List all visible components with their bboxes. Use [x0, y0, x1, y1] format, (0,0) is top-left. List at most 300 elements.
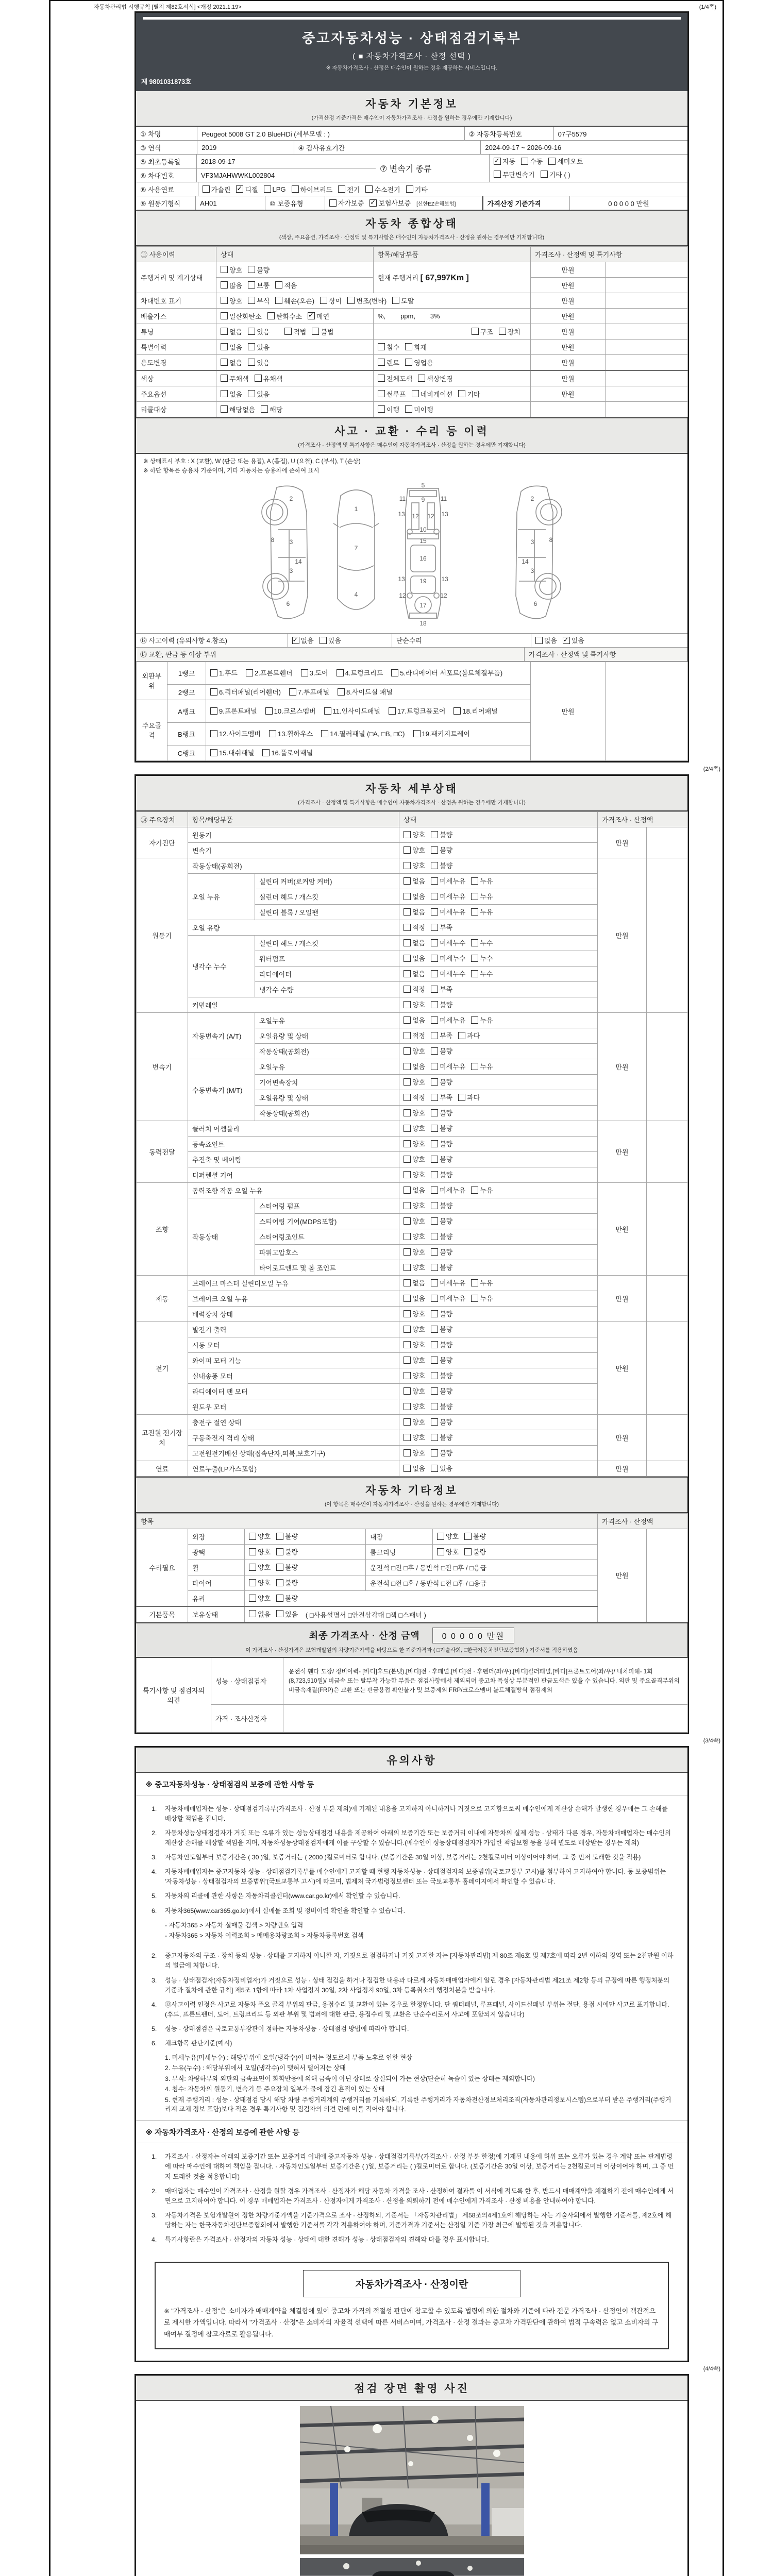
checkbox-option[interactable] [378, 374, 412, 383]
checkbox[interactable] [404, 1016, 411, 1024]
checkbox[interactable] [369, 199, 377, 207]
checkbox-option[interactable] [221, 311, 262, 321]
checkbox-option[interactable] [404, 860, 425, 870]
checkbox[interactable] [406, 185, 413, 193]
checkbox-option[interactable] [471, 1293, 493, 1303]
checkbox[interactable] [275, 297, 282, 304]
checkbox[interactable] [404, 1032, 411, 1039]
checkbox-option[interactable] [248, 327, 270, 336]
checkbox[interactable] [221, 281, 228, 289]
checkbox-option[interactable] [404, 953, 425, 963]
checkbox-option[interactable] [246, 668, 293, 677]
checkbox[interactable] [431, 1109, 438, 1116]
checkbox[interactable] [249, 1579, 256, 1586]
checkbox[interactable] [210, 669, 217, 676]
checkbox-option[interactable] [431, 845, 452, 855]
checkbox[interactable] [404, 862, 411, 869]
checkbox[interactable] [404, 970, 411, 977]
checkbox[interactable] [276, 1610, 283, 1617]
checkbox-option[interactable] [292, 635, 314, 645]
checkbox[interactable] [255, 375, 262, 382]
checkbox-option[interactable] [499, 327, 520, 336]
checkbox-option[interactable] [249, 1593, 271, 1603]
checkbox[interactable] [276, 1579, 283, 1586]
checkbox-option[interactable] [431, 1061, 465, 1071]
checkbox[interactable] [464, 1533, 472, 1540]
checkbox-option[interactable] [210, 728, 261, 738]
checkbox-option[interactable] [324, 706, 380, 716]
checkbox[interactable] [472, 328, 479, 335]
checkbox-option[interactable] [404, 922, 425, 932]
checkbox-option[interactable] [471, 876, 493, 886]
checkbox-option[interactable] [365, 184, 400, 194]
checkbox[interactable] [431, 1326, 438, 1333]
checkbox-option[interactable] [431, 1123, 452, 1133]
checkbox-option[interactable] [541, 170, 570, 179]
checkbox[interactable] [431, 1156, 438, 1163]
checkbox-option[interactable] [249, 1562, 271, 1572]
checkbox-option[interactable] [203, 184, 231, 194]
checkbox[interactable] [404, 1372, 411, 1379]
checkbox-option[interactable] [458, 389, 480, 399]
checkbox-option[interactable] [210, 748, 254, 757]
checkbox-option[interactable] [221, 265, 242, 275]
checkbox-option[interactable] [221, 327, 242, 336]
checkbox[interactable] [284, 328, 292, 335]
checkbox[interactable] [404, 1295, 411, 1302]
checkbox-option[interactable] [284, 327, 306, 336]
checkbox[interactable] [404, 1326, 411, 1333]
checkbox[interactable] [471, 1016, 478, 1024]
checkbox[interactable] [404, 1202, 411, 1209]
checkbox[interactable] [404, 1387, 411, 1395]
checkbox[interactable] [431, 893, 438, 900]
checkbox[interactable] [405, 405, 412, 413]
checkbox-option[interactable] [221, 342, 242, 352]
checkbox[interactable] [248, 343, 255, 350]
checkbox[interactable] [404, 1418, 411, 1426]
checkbox[interactable] [404, 1248, 411, 1256]
checkbox-option[interactable] [472, 327, 493, 336]
checkbox-option[interactable] [275, 296, 314, 306]
checkbox[interactable] [404, 955, 411, 962]
checkbox-option[interactable] [249, 1609, 271, 1619]
checkbox-option[interactable] [431, 1401, 452, 1411]
checkbox-option[interactable] [471, 891, 493, 901]
checkbox-option[interactable] [210, 706, 257, 716]
checkbox[interactable] [404, 1264, 411, 1271]
checkbox-option[interactable] [320, 296, 342, 306]
checkbox-option[interactable] [431, 1278, 465, 1287]
checkbox-option[interactable] [404, 829, 425, 839]
checkbox-option[interactable] [262, 748, 313, 757]
checkbox-option[interactable] [464, 1531, 486, 1541]
checkbox-option[interactable] [431, 938, 465, 947]
checkbox[interactable] [431, 862, 438, 869]
checkbox-option[interactable] [308, 311, 329, 321]
checkbox[interactable] [292, 185, 299, 193]
checkbox-option[interactable] [404, 1108, 425, 1117]
checkbox[interactable] [405, 359, 412, 366]
checkbox-option[interactable] [404, 1015, 425, 1025]
checkbox-option[interactable] [404, 1154, 425, 1164]
checkbox[interactable] [378, 390, 385, 397]
checkbox-option[interactable] [264, 185, 286, 193]
checkbox[interactable] [431, 1310, 438, 1317]
checkbox-option[interactable] [471, 907, 493, 917]
checkbox[interactable] [404, 1449, 411, 1456]
checkbox[interactable] [320, 637, 327, 644]
checkbox-option[interactable] [276, 1578, 298, 1587]
checkbox-option[interactable] [221, 374, 249, 383]
checkbox[interactable] [535, 637, 543, 644]
checkbox-option[interactable] [265, 706, 316, 716]
checkbox-option[interactable] [404, 1386, 425, 1396]
checkbox-option[interactable] [431, 860, 452, 870]
checkbox[interactable] [404, 1187, 411, 1194]
checkbox[interactable] [404, 877, 411, 885]
checkbox-option[interactable] [471, 1278, 493, 1287]
checkbox-option[interactable] [221, 296, 242, 306]
checkbox-option[interactable] [404, 907, 425, 917]
checkbox-option[interactable] [275, 280, 297, 290]
checkbox[interactable] [269, 730, 276, 737]
checkbox-option[interactable] [431, 1231, 452, 1241]
checkbox[interactable] [431, 1202, 438, 1209]
checkbox-option[interactable] [431, 1370, 452, 1380]
checkbox-option[interactable] [236, 184, 258, 194]
checkbox[interactable] [471, 1063, 478, 1070]
checkbox[interactable] [471, 893, 478, 900]
checkbox[interactable] [329, 199, 337, 207]
checkbox-option[interactable] [329, 198, 364, 208]
checkbox-option[interactable] [431, 1355, 452, 1365]
checkbox[interactable] [431, 1387, 438, 1395]
checkbox[interactable] [276, 1595, 283, 1602]
checkbox-option[interactable] [378, 404, 399, 414]
checkbox-option[interactable] [392, 296, 414, 306]
checkbox-option[interactable] [431, 1139, 452, 1148]
checkbox[interactable] [521, 158, 528, 165]
checkbox[interactable] [249, 1610, 256, 1617]
checkbox[interactable] [418, 375, 425, 382]
checkbox-option[interactable] [404, 984, 425, 994]
checkbox-option[interactable] [404, 1340, 425, 1349]
checkbox-option[interactable] [337, 668, 383, 677]
checkbox[interactable] [248, 390, 255, 397]
checkbox-option[interactable] [276, 1609, 298, 1619]
checkbox[interactable] [221, 297, 228, 304]
checkbox-option[interactable] [431, 1247, 452, 1257]
checkbox[interactable] [471, 877, 478, 885]
checkbox[interactable] [563, 637, 570, 644]
checkbox[interactable] [221, 312, 228, 319]
checkbox-option[interactable] [248, 342, 270, 352]
checkbox[interactable] [404, 1341, 411, 1348]
checkbox-option[interactable] [494, 156, 515, 166]
checkbox[interactable] [391, 669, 398, 676]
checkbox-option[interactable] [431, 1154, 452, 1164]
checkbox-option[interactable] [471, 953, 493, 963]
checkbox-option[interactable] [404, 1170, 425, 1179]
checkbox[interactable] [494, 171, 501, 178]
checkbox-option[interactable] [404, 1293, 425, 1303]
checkbox[interactable] [347, 297, 355, 304]
checkbox[interactable] [431, 1063, 438, 1070]
checkbox[interactable] [404, 1217, 411, 1225]
checkbox-option[interactable] [471, 1185, 493, 1195]
checkbox-option[interactable] [404, 1231, 425, 1241]
checkbox[interactable] [431, 1233, 438, 1240]
checkbox[interactable] [275, 281, 282, 289]
checkbox[interactable] [264, 185, 271, 193]
checkbox-option[interactable] [431, 1170, 452, 1179]
checkbox-option[interactable] [431, 1108, 452, 1117]
checkbox[interactable] [458, 1094, 465, 1101]
checkbox[interactable] [431, 1248, 438, 1256]
checkbox[interactable] [431, 1418, 438, 1426]
checkbox-option[interactable] [301, 668, 328, 677]
checkbox-option[interactable] [338, 687, 393, 697]
checkbox-option[interactable] [431, 1030, 452, 1040]
checkbox-option[interactable] [431, 1262, 452, 1272]
checkbox-option[interactable] [221, 358, 242, 367]
checkbox-option[interactable] [221, 404, 255, 414]
checkbox[interactable] [404, 1310, 411, 1317]
checkbox[interactable] [262, 749, 270, 756]
checkbox[interactable] [210, 707, 217, 715]
checkbox[interactable] [404, 1465, 411, 1472]
checkbox[interactable] [246, 669, 253, 676]
checkbox-option[interactable] [289, 687, 329, 697]
checkbox-option[interactable] [404, 1448, 425, 1458]
checkbox[interactable] [389, 707, 396, 715]
checkbox-option[interactable] [431, 1077, 452, 1087]
checkbox-option[interactable] [312, 327, 333, 336]
checkbox-option[interactable] [321, 728, 405, 738]
checkbox-option[interactable] [548, 156, 583, 166]
checkbox-option[interactable] [431, 1340, 452, 1349]
checkbox[interactable] [210, 688, 217, 696]
checkbox-option[interactable] [404, 999, 425, 1009]
checkbox[interactable] [404, 986, 411, 993]
checkbox[interactable] [431, 1001, 438, 1008]
checkbox-option[interactable] [320, 635, 341, 645]
checkbox-option[interactable] [210, 668, 238, 677]
checkbox[interactable] [431, 986, 438, 993]
checkbox-option[interactable] [276, 1593, 298, 1603]
checkbox[interactable] [431, 1449, 438, 1456]
checkbox-option[interactable] [391, 668, 502, 677]
checkbox[interactable] [431, 1357, 438, 1364]
checkbox[interactable] [221, 405, 228, 413]
checkbox-option[interactable] [431, 969, 465, 978]
checkbox-option[interactable] [389, 706, 445, 716]
checkbox[interactable] [471, 970, 478, 977]
checkbox[interactable] [404, 1140, 411, 1147]
checkbox-option[interactable] [405, 342, 427, 352]
checkbox-option[interactable] [413, 728, 470, 738]
checkbox[interactable] [221, 266, 228, 273]
checkbox[interactable] [320, 297, 327, 304]
checkbox[interactable] [261, 405, 268, 413]
checkbox-option[interactable] [221, 280, 242, 290]
checkbox[interactable] [308, 312, 315, 319]
checkbox-option[interactable] [418, 374, 452, 383]
checkbox[interactable] [301, 669, 308, 676]
checkbox[interactable] [458, 1032, 465, 1039]
checkbox-option[interactable] [404, 1046, 425, 1056]
checkbox[interactable] [541, 171, 548, 178]
checkbox-option[interactable] [453, 706, 497, 716]
checkbox-option[interactable] [431, 1216, 452, 1226]
checkbox-option[interactable] [248, 280, 270, 290]
checkbox-option[interactable] [437, 1531, 459, 1541]
checkbox[interactable] [431, 1465, 438, 1472]
checkbox[interactable] [265, 707, 273, 715]
checkbox[interactable] [404, 1171, 411, 1178]
checkbox[interactable] [324, 707, 331, 715]
checkbox-option[interactable] [404, 1185, 425, 1195]
checkbox-option[interactable] [431, 922, 452, 932]
checkbox[interactable] [413, 730, 421, 737]
checkbox[interactable] [458, 390, 465, 397]
checkbox-option[interactable] [471, 1015, 493, 1025]
checkbox-option[interactable] [405, 358, 433, 367]
checkbox[interactable] [221, 359, 228, 366]
checkbox[interactable] [292, 637, 299, 644]
checkbox[interactable] [431, 1403, 438, 1410]
checkbox-option[interactable] [338, 184, 360, 194]
checkbox[interactable] [378, 343, 385, 350]
checkbox-option[interactable] [276, 1531, 298, 1541]
checkbox[interactable] [221, 328, 228, 335]
checkbox-option[interactable] [431, 1448, 452, 1458]
checkbox-option[interactable] [464, 1547, 486, 1556]
checkbox-option[interactable] [255, 374, 283, 383]
checkbox-option[interactable] [404, 1432, 425, 1442]
checkbox[interactable] [548, 158, 556, 165]
checkbox[interactable] [221, 375, 228, 382]
checkbox[interactable] [471, 955, 478, 962]
checkbox[interactable] [249, 1548, 256, 1555]
checkbox[interactable] [249, 1564, 256, 1571]
checkbox[interactable] [437, 1548, 444, 1555]
checkbox[interactable] [404, 1156, 411, 1163]
checkbox[interactable] [431, 1171, 438, 1178]
checkbox[interactable] [431, 955, 438, 962]
checkbox[interactable] [404, 924, 411, 931]
checkbox-option[interactable] [404, 1061, 425, 1071]
checkbox[interactable] [404, 1125, 411, 1132]
checkbox-option[interactable] [431, 876, 465, 886]
checkbox-option[interactable] [431, 1309, 452, 1318]
checkbox-option[interactable] [210, 687, 281, 697]
checkbox-option[interactable] [369, 198, 411, 208]
checkbox[interactable] [392, 297, 399, 304]
checkbox[interactable] [404, 1279, 411, 1286]
checkbox[interactable] [267, 312, 275, 319]
checkbox[interactable] [431, 1047, 438, 1055]
checkbox[interactable] [404, 1357, 411, 1364]
checkbox[interactable] [312, 328, 319, 335]
checkbox[interactable] [404, 1434, 411, 1441]
checkbox-option[interactable] [404, 1324, 425, 1334]
checkbox-option[interactable] [431, 1432, 452, 1442]
checkbox-option[interactable] [405, 404, 433, 414]
checkbox-option[interactable] [471, 938, 493, 947]
checkbox[interactable] [404, 846, 411, 854]
checkbox[interactable] [249, 1533, 256, 1540]
checkbox[interactable] [404, 1094, 411, 1101]
checkbox[interactable] [412, 390, 419, 397]
checkbox[interactable] [249, 1595, 256, 1602]
checkbox[interactable] [338, 185, 345, 193]
checkbox-option[interactable] [261, 404, 282, 414]
checkbox[interactable] [431, 1078, 438, 1086]
checkbox-option[interactable] [404, 1030, 425, 1040]
checkbox-option[interactable] [431, 907, 465, 917]
checkbox-option[interactable] [404, 1123, 425, 1133]
checkbox[interactable] [471, 939, 478, 946]
checkbox-option[interactable] [431, 1185, 465, 1195]
checkbox[interactable] [431, 1125, 438, 1132]
checkbox[interactable] [471, 1295, 478, 1302]
checkbox[interactable] [431, 1217, 438, 1225]
checkbox-option[interactable] [404, 1139, 425, 1148]
checkbox-option[interactable] [404, 1278, 425, 1287]
checkbox-option[interactable] [378, 358, 399, 367]
checkbox[interactable] [248, 359, 255, 366]
checkbox-option[interactable] [249, 1531, 271, 1541]
checkbox-option[interactable] [404, 1417, 425, 1427]
checkbox[interactable] [431, 1279, 438, 1286]
checkbox[interactable] [248, 297, 255, 304]
checkbox-option[interactable] [535, 635, 557, 645]
checkbox-option[interactable] [404, 938, 425, 947]
checkbox-option[interactable] [378, 342, 399, 352]
checkbox[interactable] [431, 1016, 438, 1024]
checkbox[interactable] [248, 281, 255, 289]
checkbox-option[interactable] [431, 1015, 465, 1025]
checkbox-option[interactable] [404, 1247, 425, 1257]
checkbox-option[interactable] [248, 389, 270, 399]
checkbox-option[interactable] [563, 635, 584, 645]
checkbox[interactable] [321, 730, 328, 737]
checkbox[interactable] [221, 390, 228, 397]
checkbox[interactable] [404, 1403, 411, 1410]
checkbox-option[interactable] [267, 311, 302, 321]
checkbox-option[interactable] [276, 1562, 298, 1572]
checkbox[interactable] [210, 749, 217, 756]
checkbox-option[interactable] [431, 1417, 452, 1427]
checkbox[interactable] [276, 1564, 283, 1571]
checkbox[interactable] [431, 1295, 438, 1302]
checkbox-option[interactable] [431, 999, 452, 1009]
checkbox-option[interactable] [404, 1092, 425, 1102]
checkbox[interactable] [378, 359, 385, 366]
checkbox[interactable] [405, 343, 412, 350]
checkbox-option[interactable] [471, 1061, 493, 1071]
checkbox-option[interactable] [404, 1262, 425, 1272]
checkbox-option[interactable] [404, 845, 425, 855]
checkbox-option[interactable] [404, 1309, 425, 1318]
checkbox[interactable] [431, 1187, 438, 1194]
checkbox-option[interactable] [378, 389, 406, 399]
checkbox[interactable] [494, 158, 501, 165]
checkbox-option[interactable] [431, 1200, 452, 1210]
checkbox[interactable] [404, 1109, 411, 1116]
